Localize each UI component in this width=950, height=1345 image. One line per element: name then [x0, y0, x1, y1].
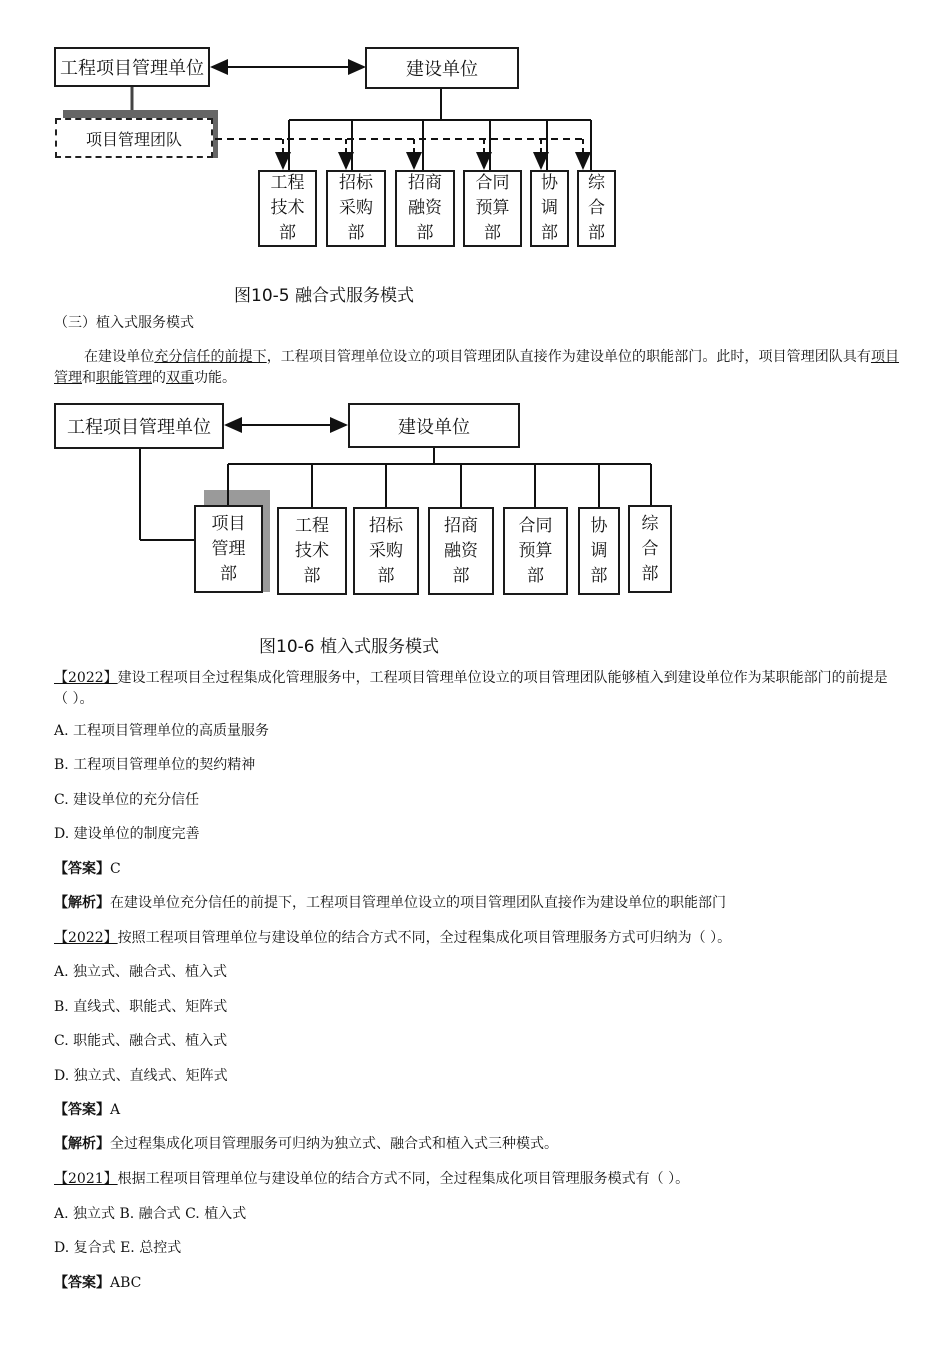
q1-option-c: C. 建设单位的充分信任	[54, 792, 200, 808]
q1-analysis	[54, 893, 899, 913]
q2-answer-value: A	[110, 1102, 121, 1118]
fig6-dept-procurement: 招标 采购 部	[353, 507, 419, 595]
q3-answer	[54, 1273, 899, 1293]
fig5-team-box: 项目管理团队	[55, 118, 213, 158]
intro-underline-2: 项目管理	[54, 349, 900, 386]
q2-analysis	[54, 1134, 899, 1154]
q1-analysis-text: 在建设单位充分信任的前提下，工程项目管理单位设立的项目管理团队直接作为建设单位的职能部门	[110, 895, 726, 911]
q2-stem	[54, 928, 899, 948]
section-title: （三）植入式服务模式	[54, 315, 194, 331]
intro-underline-1: 充分信任的前提下	[154, 349, 267, 365]
q2-stem-text: 按照工程项目管理单位与建设单位的结合方式不同，全过程集成化项目管理服务方式可归纳为（ ）。	[117, 930, 732, 946]
intro-text-3: 和	[82, 370, 96, 386]
q1-answer-label: 【答案】	[54, 861, 110, 877]
q1-option-b: B. 工程项目管理单位的契约精神	[54, 757, 256, 773]
intro-text-5: 功能。	[194, 370, 236, 386]
fig5-dept-coordination: 协 调 部	[530, 170, 569, 247]
intro-text-4: 的	[152, 370, 166, 386]
q1-year-tag: 【2022】	[54, 670, 118, 686]
fig6-pm-dept: 项目 管理 部	[194, 505, 263, 593]
fig5-dept-contract: 合同 预算 部	[463, 170, 522, 247]
q1-option-a: A. 工程项目管理单位的高质量服务	[54, 723, 270, 739]
fig5-dept-financing: 招商 融资 部	[395, 170, 455, 247]
q2-analysis-text: 全过程集成化项目管理服务可归纳为独立式、融合式和植入式三种模式。	[110, 1136, 558, 1152]
q2-option-a: A. 独立式、融合式、植入式	[54, 964, 228, 980]
figure-10-5	[0, 0, 950, 310]
intro-text-1: 在建设单位	[84, 349, 155, 365]
q1-option-d: D. 建设单位的制度完善	[54, 826, 200, 842]
figure-10-6	[0, 395, 950, 665]
q1-answer	[54, 859, 899, 879]
intro-text-2: ，工程项目管理单位设立的项目管理团队直接作为建设单位的职能部门。此时，项目管理团队具有	[266, 349, 871, 365]
q3-answer-value: ABC	[110, 1275, 142, 1291]
q3-stem-text: 根据工程项目管理单位与建设单位的结合方式不同，全过程集成化项目管理服务模式有（ ）。	[117, 1171, 690, 1187]
q3-answer-label: 【答案】	[54, 1275, 110, 1291]
fig6-client-box: 建设单位	[348, 403, 520, 448]
fig6-dept-coordination: 协 调 部	[578, 507, 620, 595]
fig6-dept-contract: 合同 预算 部	[503, 507, 568, 595]
fig5-dept-procurement: 招标 采购 部	[326, 170, 386, 247]
q2-option-b: B. 直线式、职能式、矩阵式	[54, 999, 228, 1015]
q3-options-row-1: A. 独立式 B. 融合式 C. 植入式	[54, 1206, 247, 1222]
q2-year-tag: 【2022】	[54, 930, 118, 946]
q3-year-tag: 【2021】	[54, 1171, 118, 1187]
fig6-caption: 图10-6 植入式服务模式	[259, 637, 439, 657]
fig6-dept-financing: 招商 融资 部	[428, 507, 494, 595]
fig6-dept-engineering: 工程 技术 部	[277, 507, 347, 595]
fig5-caption: 图10-5 融合式服务模式	[234, 286, 414, 306]
fig6-unit-box: 工程项目管理单位	[54, 403, 224, 449]
q3-stem	[54, 1169, 899, 1189]
q1-answer-value: C	[110, 861, 121, 877]
q1-stem-text: 建设工程项目全过程集成化管理服务中，工程项目管理单位设立的项目管理团队能够植入到建设单位作为某职能部门的前提是（ ）。	[54, 670, 888, 707]
q2-option-c: C. 职能式、融合式、植入式	[54, 1033, 228, 1049]
intro-underline-3: 职能管理	[96, 370, 152, 386]
q3-options-row-2: D. 复合式 E. 总控式	[54, 1240, 182, 1256]
q2-option-d: D. 独立式、直线式、矩阵式	[54, 1068, 228, 1084]
fig5-unit-box: 工程项目管理单位	[54, 47, 210, 87]
fig5-client-box: 建设单位	[365, 47, 519, 89]
fig5-dept-general: 综 合 部	[577, 170, 616, 247]
fig6-dept-general: 综 合 部	[628, 505, 672, 593]
q2-answer	[54, 1100, 899, 1120]
intro-underline-4: 双重	[166, 370, 194, 386]
q1-stem	[54, 668, 899, 710]
q2-analysis-label: 【解析】	[54, 1136, 110, 1152]
q1-analysis-label: 【解析】	[54, 895, 110, 911]
fig5-dept-engineering: 工程 技术 部	[258, 170, 317, 247]
intro-paragraph	[54, 347, 899, 389]
q2-answer-label: 【答案】	[54, 1102, 110, 1118]
